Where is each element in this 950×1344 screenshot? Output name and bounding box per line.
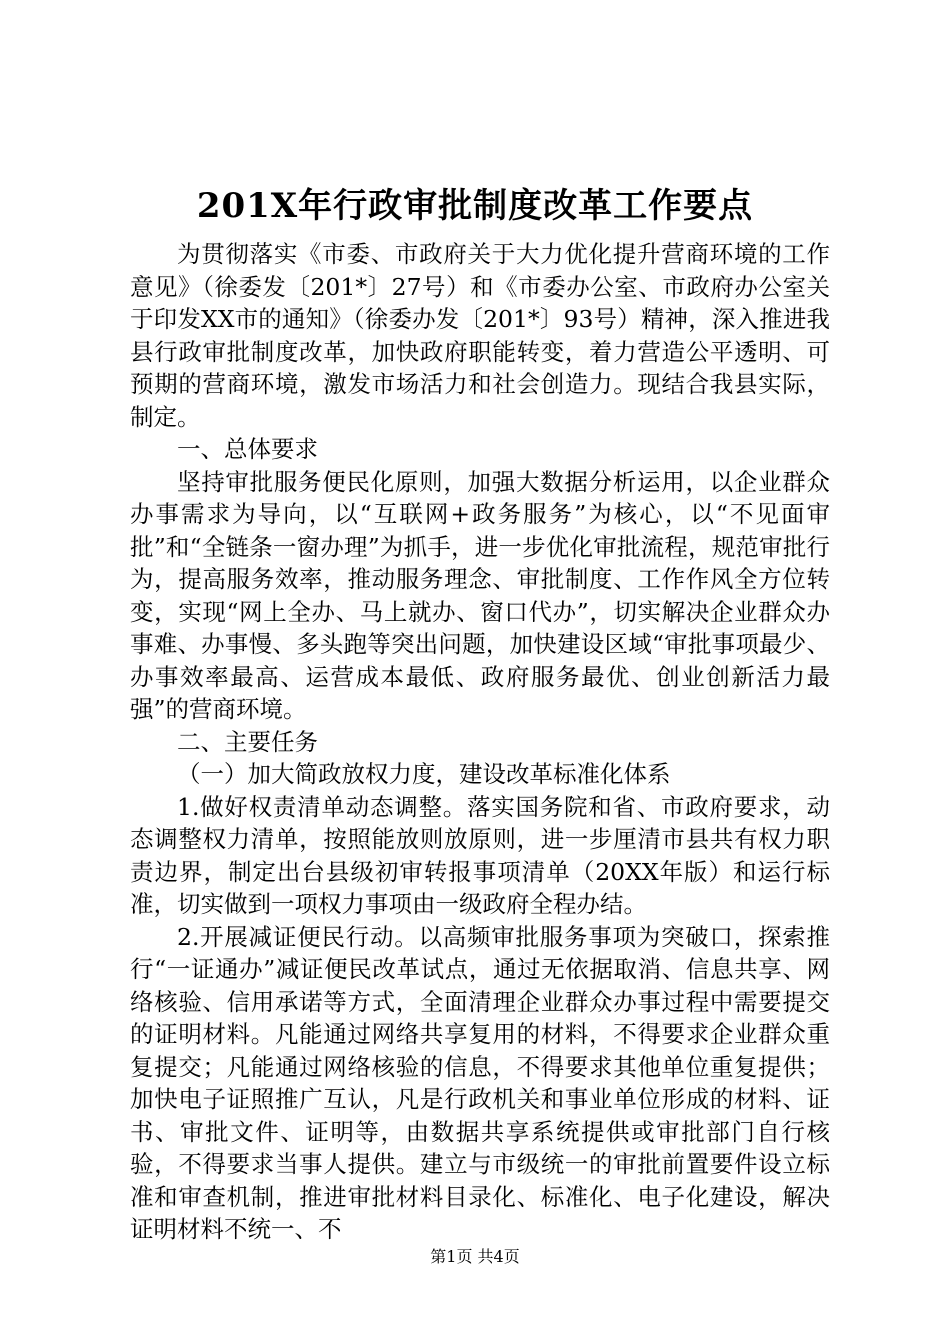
section-heading-overall-requirements: 一、总体要求 — [177, 435, 318, 463]
document-body — [130, 238, 830, 1246]
paragraph-intro: 为贯彻落实《市委、市政府关于大力优化提升营商环境的工作意见》（徐委发〔201*〕27号）和《市委办公室、市政府办公室关于印发XX市的通知》（徐委办发〔201*〕93号）精神，深入推进我县行政审批制度改革，加快政府职能转变，着力营造公平透明、可预期的营商环境，激发市场活力和社会创造力。现结合我县实际，制定。 — [130, 240, 830, 431]
paragraph-item-1: 1.做好权责清单动态调整。落实国务院和省、市政府要求，动态调整权力清单，按照能放则放原则，进一步厘清市县共有权力职责边界，制定出台县级初审转报事项清单（20XX年版）和运行标准，切实做到一项权力事项由一级政府全程办结。 — [130, 792, 830, 918]
document-title: 201X年行政审批制度改革工作要点 — [196, 186, 754, 226]
paragraph-item-2: 2.开展减证便民行动。以高频审批服务事项为突破口，探索推行“一证通办”减证便民改革试点，通过无依据取消、信息共享、网络核验、信用承诺等方式，全面清理企业群众办事过程中需要提交的证明材料。凡能通过网络共享复用的材料，不得要求企业群众重复提交；凡能通过网络核验的信息，不得要求其他单位重复提供；加快电子证照推广互认，凡是行政机关和事业单位形成的材料、证书、审批文件、证明等，由数据共享系统提供或审批部门自行核验，不得要求当事人提供。建立与市级统一的审批前置要件设立标准和审查机制，推进审批材料目录化、标准化、电子化建设，解决证明材料不统一、不 — [130, 922, 830, 1243]
page-number-footer: 第1页 共4页 — [430, 1247, 520, 1266]
section-heading-main-tasks: 二、主要任务 — [177, 727, 318, 756]
paragraph-overall-requirements: 坚持审批服务便民化原则，加强大数据分析运用，以企业群众办事需求为导向，以“互联网+政务服务”为核心，以“不见面审批”和“全链条一窗办理”为抓手，进一步优化审批流程，规范审批行为，提高服务效率，推动服务理念、审批制度、工作作风全方位转变，实现“网上全办、马上就办、窗口代办”，切实解决企业群众办事难、办事慢、多头跑等突出问题，加快建设区域“审批事项最少、办事效率最高、运营成本最低、政府服务最优、创业创新活力最强”的营商环境。 — [130, 467, 830, 723]
subsection-heading-1: （一）加大简政放权力度，建设改革标准化体系 — [177, 760, 671, 788]
